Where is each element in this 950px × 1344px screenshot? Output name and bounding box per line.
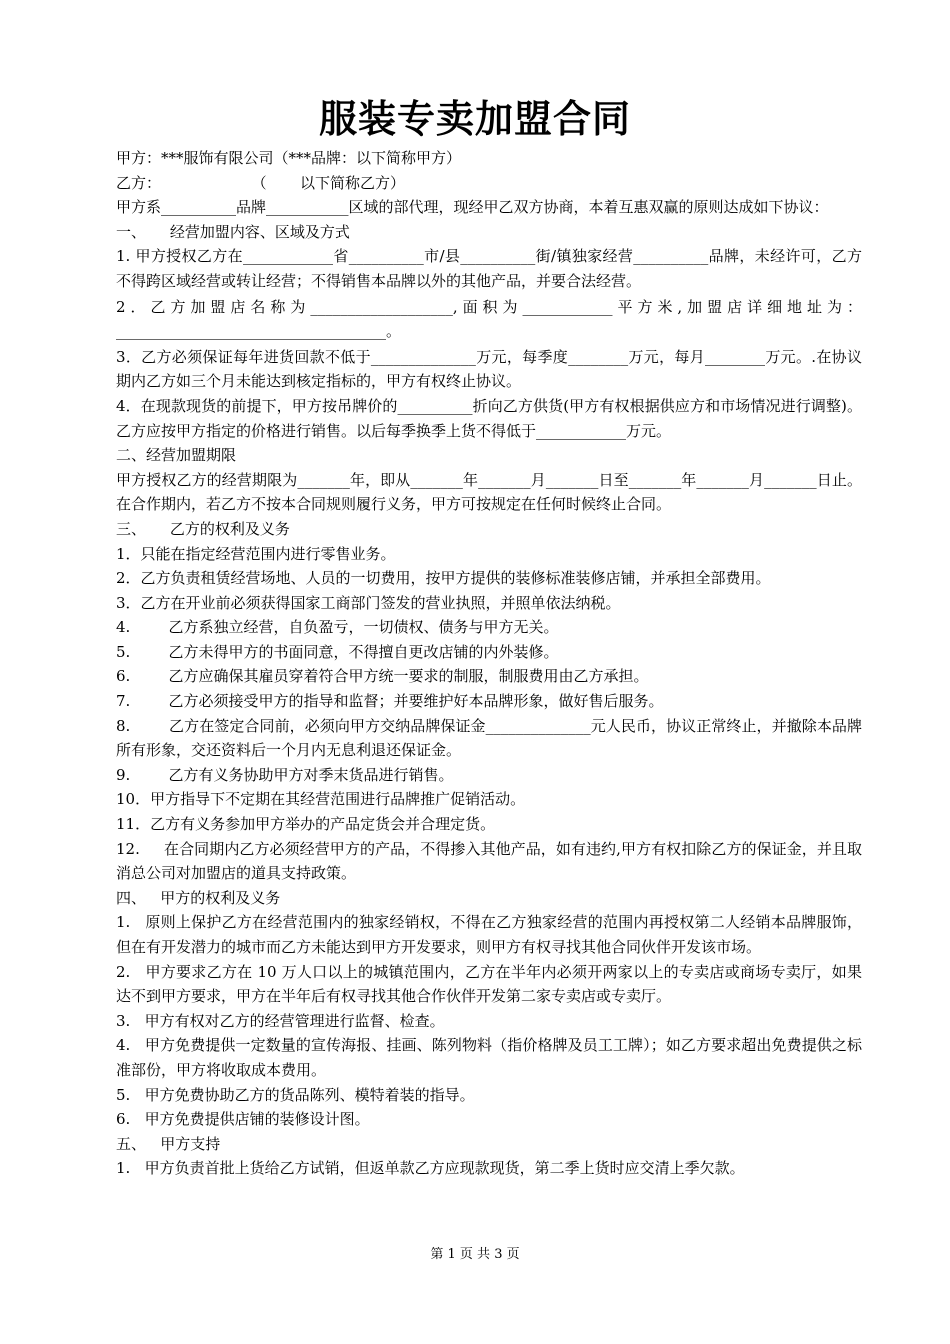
clause-3-2: 2．乙方负责租赁经营场地、人员的一切费用，按甲方提供的装修标准装修店铺，并承担全部费用。: [116, 569, 771, 588]
clause-2-term: 甲方授权乙方的经营期限为_______年，即从_______年_______月_______日至_______年_______月_______日止。在合作期内，若乙方不按本合同规则履行义务，甲方可按规定在任何时候终止合同。: [116, 470, 862, 514]
clause-3-12: 12. 在合同期内乙方必须经营甲方的产品，不得掺入其他产品，如有违约,甲方有权扣除乙方的保证金，并且取消总公司对加盟店的道具支持政策。: [116, 839, 862, 883]
section-heading-1: 一、 经营加盟内容、区域及方式: [116, 222, 350, 241]
clause-3-9: 9. 乙方有义务协助甲方对季末货品进行销售。: [116, 765, 454, 784]
clause-4-5: 5. 甲方免费协助乙方的货品陈列、模特着装的指导。: [116, 1085, 475, 1104]
clause-1-1: 1. 甲方授权乙方在____________省__________市/县__________街/镇独家经营__________品牌，未经许可，乙方不得跨区域经营或转让经营；不得销售本品牌以外的其他产品，并要合法经营。: [116, 247, 862, 290]
document-title: 服装专卖加盟合同: [318, 97, 631, 141]
clause-4-6: 6. 甲方免费提供店铺的装修设计图。: [116, 1110, 370, 1129]
preamble: 甲方系__________品牌___________区域的部代理，现经甲乙双方协商，本着互惠双赢的原则达成如下协议：: [116, 198, 829, 217]
clause-3-6: 6. 乙方应确保其雇员穿着符合甲方统一要求的制服，制服费用由乙方承担。: [116, 667, 649, 686]
document-body: [116, 146, 862, 1181]
clause-4-3: 3. 甲方有权对乙方的经营管理进行监督、检查。: [116, 1011, 445, 1030]
clause-5-1: 1. 甲方负责首批上货给乙方试销，但返单款乙方应现款现货，第二季上货时应交清上季欠款。: [116, 1159, 745, 1178]
clause-3-10: 10．甲方指导下不定期在其经营范围进行品牌推广促销活动。: [116, 790, 526, 809]
clause-3-7: 7. 乙方必须接受甲方的指导和监督；并要维护好本品牌形象，做好售后服务。: [116, 692, 664, 711]
party-b-line: 乙方： （ 以下简称乙方）: [116, 173, 405, 192]
section-heading-5: 五、 甲方支持: [116, 1134, 221, 1153]
clause-1-2: 2．乙方加盟店名称为___________________,面积为____________平方米,加盟店详细地址为：____________________________________。: [116, 297, 862, 341]
clause-3-1: 1．只能在指定经营范围内进行零售业务。: [116, 544, 396, 563]
clause-3-11: 11．乙方有义务参加甲方举办的产品定货会并合理定货。: [116, 815, 496, 834]
clause-4-4: 4. 甲方免费提供一定数量的宣传海报、挂画、陈列物料（指价格牌及员工工牌）；如乙方要求超出免费提供之标准部份，甲方将收取成本费用。: [116, 1036, 862, 1079]
party-a-line: 甲方：***服饰有限公司（***品牌：以下简称甲方）: [116, 149, 462, 167]
clause-4-1: 1. 原则上保护乙方在经营范围内的独家经销权，不得在乙方独家经营的范围内再授权第二人经销本品牌服饰，但在有开发潜力的城市而乙方未能达到甲方开发要求，则甲方有权寻找其他合同伙伴开发该市场。: [116, 913, 862, 956]
section-heading-3: 三、 乙方的权利及义务: [116, 519, 290, 538]
clause-1-4: 4．在现款现货的前提下，甲方按吊牌价的__________折向乙方供货(甲方有权根据供应方和市场情况进行调整)。乙方应按甲方指定的价格进行销售。以后每季换季上货不得低于____________万元。: [116, 396, 862, 440]
clause-3-3: 3．乙方在开业前必须获得国家工商部门签发的营业执照，并照单依法纳税。: [116, 593, 621, 612]
clause-1-3: 3．乙方必须保证每年进货回款不低于______________万元，每季度________万元，每月________万元。.在协议期内乙方如三个月未能达到核定指标的，甲方有权终止协议。: [116, 347, 862, 391]
section-heading-4: 四、 甲方的权利及义务: [116, 888, 281, 907]
section-heading-2: 二、经营加盟期限: [116, 446, 237, 465]
clause-4-2: 2. 甲方要求乙方在 10 万人口以上的城镇范围内，乙方在半年内必须开两家以上的专卖店或商场专卖厅，如果达不到甲方要求，甲方在半年后有权寻找其他合作伙伴开发第二家专卖店或专卖厅。: [116, 962, 862, 1006]
page-footer: 第 1 页 共 3 页: [430, 1247, 520, 1262]
clause-3-5: 5. 乙方未得甲方的书面同意，不得擅自更改店铺的内外装修。: [116, 642, 559, 661]
clause-3-4: 4. 乙方系独立经营，自负盈亏，一切债权、债务与甲方无关。: [116, 618, 559, 637]
clause-3-8: 8. 乙方在签定合同前，必须向甲方交纳品牌保证金______________元人民币，协议正常终止，并撤除本品牌所有形象，交还资料后一个月内无息利退还保证金。: [116, 716, 862, 760]
